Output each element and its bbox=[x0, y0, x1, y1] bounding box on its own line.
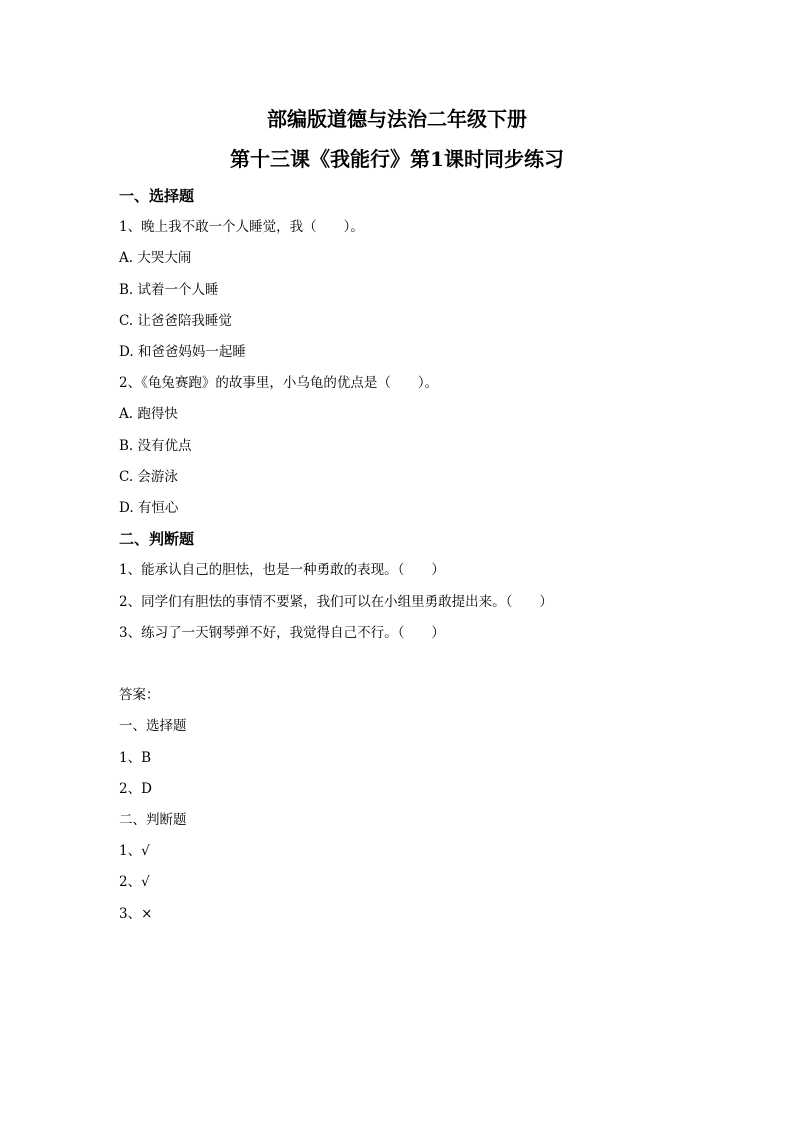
answer-judgement-3: 3、× bbox=[119, 906, 153, 922]
question-1-option-c: C. 让爸爸陪我睡觉 bbox=[119, 313, 232, 329]
answers-label: 答案： bbox=[119, 687, 160, 703]
section-heading-true-false: 二、判断题 bbox=[119, 530, 195, 548]
answers-section-heading-true-false: 二、判断题 bbox=[119, 812, 187, 828]
judgement-item-1: 1、能承认自己的胆怯，也是一种勇敢的表现。（ ） bbox=[119, 562, 445, 578]
document-title: 部编版道德与法治二年级下册 bbox=[267, 107, 527, 131]
document-subtitle: 第十三课《我能行》第1课时同步练习 bbox=[230, 147, 564, 171]
question-2-option-d: D. 有恒心 bbox=[119, 500, 179, 516]
question-2-option-c: C. 会游泳 bbox=[119, 469, 178, 485]
question-1-stem: 1、晚上我不敢一个人睡觉，我（ ）。 bbox=[119, 219, 364, 235]
question-1-option-b: B. 试着一个人睡 bbox=[119, 282, 219, 298]
answer-choice-1: 1、B bbox=[119, 750, 152, 766]
answer-choice-2: 2、D bbox=[119, 781, 152, 797]
question-2-option-a: A. 跑得快 bbox=[119, 406, 178, 422]
question-1-option-d: D. 和爸爸妈妈一起睡 bbox=[119, 344, 246, 360]
answers-section-heading-choice: 一、选择题 bbox=[119, 718, 187, 734]
question-1-option-a: A. 大哭大闹 bbox=[119, 250, 192, 266]
answer-judgement-2: 2、√ bbox=[119, 874, 150, 890]
judgement-item-2: 2、同学们有胆怯的事情不要紧，我们可以在小组里勇敢提出来。（ ） bbox=[119, 594, 553, 610]
answer-judgement-1: 1、√ bbox=[119, 843, 150, 859]
section-heading-choice: 一、选择题 bbox=[119, 187, 195, 205]
question-2-stem: 2、《龟兔赛跑》的故事里，小乌龟的优点是（ ）。 bbox=[119, 375, 439, 391]
judgement-item-3: 3、练习了一天钢琴弹不好，我觉得自己不行。（ ） bbox=[119, 625, 445, 641]
question-2-option-b: B. 没有优点 bbox=[119, 438, 192, 454]
